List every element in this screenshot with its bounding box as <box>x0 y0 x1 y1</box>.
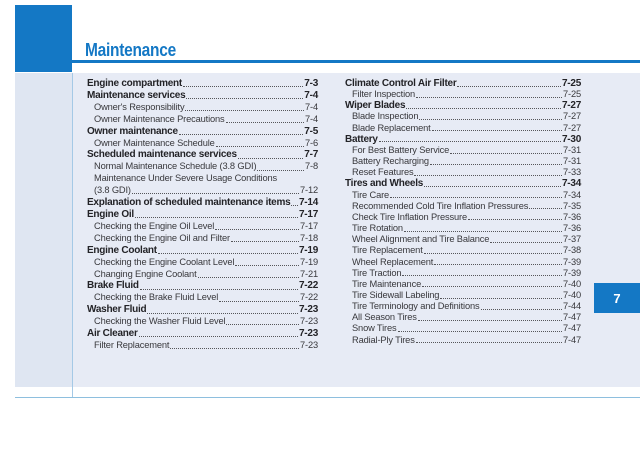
dotted-leader <box>419 111 562 120</box>
toc-entry-label: Tires and Wheels <box>345 178 424 190</box>
toc-entry-label: All Season Tires <box>352 312 417 323</box>
toc-entry-page: 7-34 <box>562 189 581 200</box>
dotted-leader <box>235 257 299 266</box>
chapter-tab <box>594 283 640 313</box>
dotted-leader <box>170 340 299 349</box>
dotted-leader <box>430 156 562 165</box>
toc-entry[interactable] <box>87 173 318 185</box>
toc-entry[interactable] <box>87 161 318 173</box>
toc-entry-page: 7-44 <box>562 301 581 312</box>
toc-entry[interactable] <box>345 145 581 156</box>
toc-entry[interactable] <box>87 257 318 269</box>
toc-entry-label: Filter Replacement <box>94 339 170 350</box>
dotted-leader <box>398 323 562 332</box>
toc-entry[interactable] <box>345 190 581 201</box>
toc-entry-label: Snow Tires <box>352 323 397 334</box>
toc-entry-page: 7-12 <box>299 185 318 196</box>
dotted-leader <box>140 280 298 289</box>
dotted-leader <box>226 316 299 325</box>
toc-entry-page: 7-27 <box>562 111 581 122</box>
toc-entry-label: Blade Inspection <box>352 111 419 122</box>
dotted-leader <box>135 209 298 218</box>
toc-entry-label: Checking the Engine Coolant Level <box>94 256 235 267</box>
toc-entry-page: 7-18 <box>299 232 318 243</box>
toc-entry-label: Engine Coolant <box>87 244 157 256</box>
toc-entry-label: Owner Maintenance Schedule <box>94 137 215 148</box>
toc-entry-label: Changing Engine Coolant <box>94 268 197 279</box>
dotted-leader <box>186 90 303 99</box>
toc-entry[interactable] <box>87 292 318 304</box>
toc-entry[interactable] <box>345 301 581 312</box>
toc-entry-page: 7-33 <box>562 167 581 178</box>
toc-entry-label: Washer Fluid <box>87 304 147 316</box>
toc-entry-page: 7-17 <box>298 208 318 220</box>
vertical-divider-line <box>72 73 73 398</box>
dotted-leader <box>457 78 561 87</box>
toc-entry[interactable] <box>87 340 318 352</box>
toc-entry[interactable] <box>87 233 318 245</box>
toc-entry-label: Normal Maintenance Schedule (3.8 GDI) <box>94 161 257 172</box>
toc-entry[interactable] <box>345 245 581 256</box>
dotted-leader <box>215 221 299 230</box>
toc-entry-label: Engine compartment <box>87 78 182 89</box>
toc-entry-page: 7-19 <box>298 244 318 256</box>
toc-entry-page: 7-39 <box>562 256 581 267</box>
toc-entry[interactable] <box>87 221 318 233</box>
toc-left-margin-strip <box>15 73 72 387</box>
toc-entry[interactable] <box>87 114 318 126</box>
toc-entry[interactable] <box>87 245 318 257</box>
toc-entry-page: 7-21 <box>299 268 318 279</box>
toc-entry[interactable] <box>87 316 318 328</box>
dotted-leader <box>414 167 562 176</box>
dotted-leader <box>416 335 562 344</box>
dotted-leader <box>481 301 562 310</box>
toc-entry-label: Battery <box>345 133 378 145</box>
dotted-leader <box>416 89 562 98</box>
toc-entry-label: Air Cleaner <box>87 328 138 340</box>
dotted-leader <box>379 134 561 143</box>
toc-entry-page: 7-19 <box>299 256 318 267</box>
toc-entry[interactable] <box>345 323 581 334</box>
toc-entry-label: Filter Inspection <box>352 89 416 100</box>
toc-entry-label: Owner's Responsibility <box>94 101 185 112</box>
chapter-corner-block <box>15 5 72 72</box>
toc-entry-label: Tire Sidewall Labeling <box>352 289 440 300</box>
dotted-leader <box>404 223 562 232</box>
toc-entry-label: Checking the Engine Oil and Filter <box>94 232 230 243</box>
toc-entry-page: 7-47 <box>562 334 581 345</box>
toc-entry-page: 7-37 <box>562 234 581 245</box>
toc-entry-label: Tire Rotation <box>352 223 403 234</box>
toc-entry[interactable] <box>87 304 318 316</box>
title-underline-rule <box>72 60 640 63</box>
toc-entry-label: Maintenance Under Severe Usage Conditions <box>94 173 277 184</box>
dotted-leader <box>132 185 299 194</box>
toc-entry[interactable] <box>87 280 318 292</box>
toc-entry-page: 7-3 <box>304 78 318 89</box>
toc-entry-page: 7-23 <box>298 328 318 340</box>
toc-entry[interactable] <box>345 223 581 234</box>
dotted-leader <box>257 161 304 170</box>
toc-entry[interactable] <box>87 102 318 114</box>
toc-entry-label: Checking the Washer Fluid Level <box>94 316 226 327</box>
dotted-leader <box>147 304 298 313</box>
toc-entry[interactable] <box>87 185 318 197</box>
dotted-leader <box>529 201 562 210</box>
toc-entry-label: Checking the Brake Fluid Level <box>94 292 219 303</box>
toc-entry-page: 7-31 <box>562 156 581 167</box>
toc-entry[interactable] <box>345 134 581 145</box>
toc-entry[interactable] <box>87 90 318 102</box>
dotted-leader <box>216 138 304 147</box>
toc-entry-page: 7-36 <box>562 223 581 234</box>
toc-entry-label: Checking the Engine Oil Level <box>94 220 215 231</box>
bottom-rule-line <box>15 397 640 398</box>
dotted-leader <box>440 290 562 299</box>
dotted-leader <box>424 245 562 254</box>
toc-entry[interactable] <box>345 212 581 223</box>
toc-entry-page: 7-30 <box>561 133 581 145</box>
toc-entry[interactable] <box>345 156 581 167</box>
toc-entry-page: 7-22 <box>298 280 318 292</box>
toc-entry-page: 7-25 <box>561 78 581 89</box>
toc-entry-label: Tire Terminology and Definitions <box>352 301 480 312</box>
toc-entry[interactable] <box>345 335 581 346</box>
dotted-leader <box>238 149 304 158</box>
dotted-leader <box>418 312 562 321</box>
toc-entry-label: Reset Features <box>352 167 414 178</box>
toc-entry-page: 7-47 <box>562 312 581 323</box>
toc-entry-page: 7-4 <box>304 89 318 101</box>
toc-entry-page: 7-35 <box>562 200 581 211</box>
toc-entry[interactable] <box>345 100 581 111</box>
toc-entry-label: Owner Maintenance Precautions <box>94 113 225 124</box>
toc-entry[interactable] <box>345 257 581 268</box>
toc-entry[interactable] <box>345 268 581 279</box>
dotted-leader <box>424 178 561 187</box>
toc-entry-page: 7-27 <box>561 100 581 112</box>
toc-entry[interactable] <box>345 234 581 245</box>
toc-entry[interactable] <box>345 178 581 189</box>
toc-entry-label: Battery Recharging <box>352 156 429 167</box>
toc-entry[interactable] <box>345 201 581 212</box>
toc-entry[interactable] <box>87 328 318 340</box>
toc-entry[interactable] <box>345 78 581 89</box>
toc-entry-page: 7-27 <box>562 122 581 133</box>
dotted-leader <box>434 257 562 266</box>
dotted-leader <box>226 114 304 123</box>
toc-entry-page: 7-6 <box>305 137 318 148</box>
toc-entry-page: 7-23 <box>298 304 318 316</box>
toc-entry[interactable] <box>87 126 318 138</box>
dotted-leader <box>490 234 562 243</box>
toc-entry-label: Engine Oil <box>87 208 134 220</box>
toc-entry-label: (3.8 GDI) <box>94 185 131 196</box>
toc-entry[interactable] <box>87 209 318 221</box>
toc-entry-page: 7-22 <box>299 292 318 303</box>
toc-entry-page: 7-23 <box>299 339 318 350</box>
dotted-leader <box>402 268 562 277</box>
toc-entry[interactable] <box>87 149 318 161</box>
toc-entry[interactable] <box>345 167 581 178</box>
toc-entry-label: Check Tire Inflation Pressure <box>352 211 468 222</box>
toc-entry-label: Wheel Alignment and Tire Balance <box>352 234 490 245</box>
toc-column-left <box>87 78 318 352</box>
dotted-leader <box>219 292 299 301</box>
dotted-leader <box>406 100 561 109</box>
dotted-leader <box>450 145 562 154</box>
dotted-leader <box>139 328 298 337</box>
toc-entry[interactable] <box>345 123 581 134</box>
toc-entry-label: Blade Replacement <box>352 122 431 133</box>
dotted-leader <box>158 245 298 254</box>
toc-entry-page: 7-34 <box>561 178 581 190</box>
toc-entry-page: 7-17 <box>299 220 318 231</box>
dotted-leader <box>390 190 562 199</box>
toc-entry-label: Wheel Replacement <box>352 256 434 267</box>
toc-entry-page: 7-47 <box>562 323 581 334</box>
toc-entry-page: 7-14 <box>298 197 318 209</box>
dotted-leader <box>179 126 304 135</box>
toc-entry-label: Climate Control Air Filter <box>345 78 457 89</box>
toc-entry-label: Scheduled maintenance services <box>87 149 237 161</box>
toc-entry-page: 7-4 <box>305 101 318 112</box>
toc-entry-label: Wiper Blades <box>345 100 406 112</box>
toc-entry[interactable] <box>345 312 581 323</box>
toc-entry-page: 7-4 <box>305 113 318 124</box>
toc-entry-label: Recommended Cold Tire Inflation Pressures <box>352 200 529 211</box>
toc-entry-label: Brake Fluid <box>87 280 139 292</box>
chapter-tab-number: 7 <box>613 290 621 306</box>
toc-entry-label: Tire Maintenance <box>352 278 422 289</box>
dotted-leader <box>198 269 299 278</box>
dotted-leader <box>231 233 299 242</box>
toc-entry[interactable] <box>87 269 318 281</box>
toc-entry-page: 7-8 <box>305 161 318 172</box>
toc-entry-page: 7-31 <box>562 144 581 155</box>
toc-entry[interactable] <box>345 111 581 122</box>
dotted-leader <box>183 78 303 87</box>
toc-entry-label: Explanation of scheduled maintenance items <box>87 197 291 209</box>
toc-entry[interactable] <box>87 138 318 150</box>
toc-entry-page: 7-39 <box>562 267 581 278</box>
toc-entry[interactable] <box>87 78 318 90</box>
toc-entry-label: For Best Battery Service <box>352 144 450 155</box>
toc-entry-label: Maintenance services <box>87 89 186 101</box>
toc-entry-page: 7-7 <box>304 149 318 161</box>
toc-entry-page: 7-38 <box>562 245 581 256</box>
dotted-leader <box>422 279 562 288</box>
toc-entry-page: 7-5 <box>304 125 318 137</box>
toc-entry[interactable] <box>87 197 318 209</box>
dotted-leader <box>291 197 298 206</box>
toc-entry-page: 7-23 <box>299 316 318 327</box>
toc-entry-label: Tire Replacement <box>352 245 423 256</box>
toc-entry-label: Tire Traction <box>352 267 402 278</box>
dotted-leader <box>468 212 562 221</box>
page-title: Maintenance <box>85 40 176 60</box>
toc-entry-label: Owner maintenance <box>87 125 178 137</box>
toc-entry-page: 7-36 <box>562 211 581 222</box>
toc-entry-label: Tire Care <box>352 189 390 200</box>
toc-entry-page: 7-40 <box>562 278 581 289</box>
toc-column-right <box>345 78 581 346</box>
toc-entry-page: 7-40 <box>562 289 581 300</box>
toc-entry[interactable] <box>345 89 581 100</box>
dotted-leader <box>432 123 562 132</box>
toc-entry[interactable] <box>345 279 581 290</box>
dotted-leader <box>185 102 304 111</box>
toc-entry[interactable] <box>345 290 581 301</box>
toc-entry-label: Radial-Ply Tires <box>352 334 415 345</box>
toc-entry-page: 7-25 <box>562 89 581 100</box>
